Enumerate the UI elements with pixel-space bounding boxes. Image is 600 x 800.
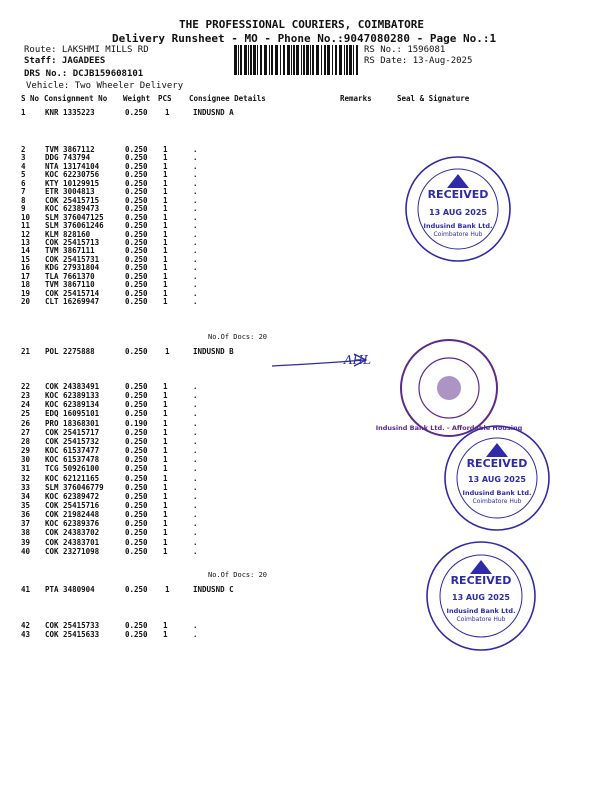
row-consignee-dot: . xyxy=(193,297,198,307)
row-consignee-dot: . xyxy=(193,491,198,501)
row-consignment: KOC 62121165 xyxy=(45,473,100,483)
row-pcs: 1 xyxy=(163,237,168,247)
group-weight: 0.250 xyxy=(125,347,148,356)
row-pcs: 1 xyxy=(163,546,168,556)
row-pcs: 1 xyxy=(163,528,168,538)
svg-text:Indusind Bank Ltd.: Indusind Bank Ltd. xyxy=(446,607,516,615)
col-remarks: Remarks xyxy=(340,94,372,103)
row-consignee-dot: . xyxy=(193,528,198,538)
row-sno: 8 xyxy=(21,195,26,205)
row-consignment: COK 25415713 xyxy=(45,237,100,247)
row-pcs: 1 xyxy=(163,418,168,428)
row-weight: 0.250 xyxy=(125,161,148,171)
row-weight: 0.250 xyxy=(125,391,148,401)
row-sno: 30 xyxy=(21,455,31,465)
svg-text:Coimbatore Hub: Coimbatore Hub xyxy=(433,231,483,238)
row-consignee-dot: . xyxy=(193,263,198,273)
row-sno: 11 xyxy=(21,221,31,231)
group-sno: 21 xyxy=(21,347,31,356)
row-consignment: TLA 7661370 xyxy=(45,271,95,281)
row-consignment: COK 24383491 xyxy=(45,382,100,391)
rs-no-label: RS No.: 1596081 xyxy=(364,45,446,55)
barcode xyxy=(234,45,360,75)
row-weight: 0.250 xyxy=(125,288,148,298)
row-pcs: 1 xyxy=(163,254,168,264)
row-weight: 0.250 xyxy=(125,382,148,391)
row-sno: 14 xyxy=(21,246,31,256)
row-weight: 0.250 xyxy=(125,187,148,197)
runsheet-subtitle: Delivery Runsheet - MO - Phone No.:9047080280 - Page No.:1 xyxy=(112,32,497,45)
row-pcs: 1 xyxy=(163,170,168,180)
row-sno: 16 xyxy=(21,263,31,273)
row-consignee-dot: . xyxy=(193,400,198,410)
row-weight: 0.250 xyxy=(125,153,148,163)
row-consignment: ETR 3004813 xyxy=(45,187,95,197)
row-sno: 15 xyxy=(21,254,31,264)
row-consignment: KDG 27931804 xyxy=(45,263,100,273)
row-pcs: 1 xyxy=(163,400,168,410)
row-weight: 0.250 xyxy=(125,473,148,483)
row-pcs: 1 xyxy=(163,161,168,171)
staff-label: Staff: JAGADEES xyxy=(24,56,106,66)
col-seal: Seal & Signature xyxy=(397,94,470,103)
row-consignment: TVM 3867110 xyxy=(45,280,95,290)
row-sno: 28 xyxy=(21,436,31,446)
row-weight: 0.250 xyxy=(125,621,148,630)
docs-count-b: No.Of Docs: 20 xyxy=(208,571,268,579)
row-weight: 0.250 xyxy=(125,500,148,510)
row-consignee-dot: . xyxy=(193,187,198,197)
row-consignment: KOC 62389376 xyxy=(45,519,100,529)
row-consignee-dot: . xyxy=(193,418,198,428)
row-sno: 39 xyxy=(21,537,31,547)
row-sno: 37 xyxy=(21,519,31,529)
row-weight: 0.250 xyxy=(125,195,148,205)
row-weight: 0.250 xyxy=(125,263,148,273)
row-consignment: TVM 3867112 xyxy=(45,145,95,154)
row-sno: 31 xyxy=(21,464,31,474)
row-sno: 20 xyxy=(21,297,31,307)
row-sno: 4 xyxy=(21,161,26,171)
drs-label: DRS No.: DCJB159608101 xyxy=(24,69,144,79)
row-consignee-dot: . xyxy=(193,153,198,163)
col-consignment: Consignment No xyxy=(44,94,108,103)
row-weight: 0.250 xyxy=(125,297,148,307)
row-consignment: PRO 18368301 xyxy=(45,418,100,428)
row-consignment: COK 25415732 xyxy=(45,436,100,446)
row-weight: 0.250 xyxy=(125,630,148,639)
handwritten-note: AHL xyxy=(344,353,372,367)
row-pcs: 1 xyxy=(163,455,168,465)
row-consignee-dot: . xyxy=(193,621,198,630)
row-weight: 0.250 xyxy=(125,221,148,231)
row-consignment: COK 24383702 xyxy=(45,528,100,538)
row-weight: 0.250 xyxy=(125,237,148,247)
col-consignee: Consignee Details xyxy=(189,94,266,103)
row-consignee-dot: . xyxy=(193,391,198,401)
row-consignment: DDG 743794 xyxy=(45,153,91,163)
svg-text:Indusind Bank Ltd.: Indusind Bank Ltd. xyxy=(462,489,532,497)
svg-text:Coimbatore Hub: Coimbatore Hub xyxy=(472,498,522,505)
row-consignee-dot: . xyxy=(193,212,198,222)
row-pcs: 1 xyxy=(163,212,168,222)
company-title: THE PROFESSIONAL COURIERS, COIMBATORE xyxy=(179,18,425,31)
row-consignee-dot: . xyxy=(193,271,198,281)
row-sno: 5 xyxy=(21,170,26,180)
received-stamp-2 xyxy=(441,419,553,537)
row-consignment: EDQ 16095101 xyxy=(45,409,100,419)
svg-text:13 AUG 2025: 13 AUG 2025 xyxy=(452,593,510,602)
svg-text:13 AUG 2025: 13 AUG 2025 xyxy=(468,475,526,484)
row-consignment: COK 23271098 xyxy=(45,546,100,556)
row-sno: 27 xyxy=(21,427,31,437)
row-pcs: 1 xyxy=(163,537,168,547)
group-consignment: PTA 3480904 xyxy=(45,585,95,594)
row-consignment: CLT 16269947 xyxy=(45,297,100,307)
row-consignee-dot: . xyxy=(193,436,198,446)
row-pcs: 1 xyxy=(163,246,168,256)
row-pcs: 1 xyxy=(163,382,168,391)
row-consignment: KOC 62230756 xyxy=(45,170,100,180)
row-pcs: 1 xyxy=(163,621,168,630)
group-consignment: KNR 1335223 xyxy=(45,108,95,117)
row-consignee-dot: . xyxy=(193,170,198,180)
row-consignee-dot: . xyxy=(193,446,198,456)
row-weight: 0.250 xyxy=(125,510,148,520)
row-consignment: COK 24383701 xyxy=(45,537,100,547)
row-sno: 13 xyxy=(21,237,31,247)
row-pcs: 1 xyxy=(163,178,168,188)
row-weight: 0.250 xyxy=(125,204,148,214)
row-consignee-dot: . xyxy=(193,409,198,419)
row-consignment: KOC 62389134 xyxy=(45,400,100,410)
row-sno: 9 xyxy=(21,204,26,214)
row-consignment: COK 25415714 xyxy=(45,288,100,298)
group-consignment: POL 2275888 xyxy=(45,347,95,356)
row-weight: 0.250 xyxy=(125,491,148,501)
row-pcs: 1 xyxy=(163,409,168,419)
row-sno: 34 xyxy=(21,491,31,501)
group-pcs: 1 xyxy=(165,108,170,117)
group-consignee: INDUSND B xyxy=(193,347,234,356)
row-pcs: 1 xyxy=(163,288,168,298)
row-pcs: 1 xyxy=(163,204,168,214)
row-weight: 0.250 xyxy=(125,178,148,188)
svg-text:RECEIVED: RECEIVED xyxy=(466,457,528,470)
row-consignment: KOC 62389133 xyxy=(45,391,100,401)
row-sno: 26 xyxy=(21,418,31,428)
row-consignment: NTA 13174104 xyxy=(45,161,100,171)
svg-text:Coimbatore Hub: Coimbatore Hub xyxy=(456,616,506,623)
row-consignee-dot: . xyxy=(193,246,198,256)
row-sno: 32 xyxy=(21,473,31,483)
row-consignment: SLM 376047125 xyxy=(45,212,104,222)
row-weight: 0.250 xyxy=(125,229,148,239)
received-stamp-3 xyxy=(423,536,539,656)
row-sno: 36 xyxy=(21,510,31,520)
row-consignee-dot: . xyxy=(193,537,198,547)
row-pcs: 1 xyxy=(163,145,168,154)
row-consignee-dot: . xyxy=(193,229,198,239)
row-weight: 0.250 xyxy=(125,546,148,556)
row-consignee-dot: . xyxy=(193,288,198,298)
row-consignment: COK 25415731 xyxy=(45,254,100,264)
vehicle-label: Vehicle: Two Wheeler Delivery xyxy=(26,81,184,91)
group-pcs: 1 xyxy=(165,585,170,594)
row-consignment: COK 25415733 xyxy=(45,621,100,630)
received-stamp-1 xyxy=(401,150,515,268)
row-sno: 29 xyxy=(21,446,31,456)
row-consignment: COK 25415715 xyxy=(45,195,100,205)
row-sno: 18 xyxy=(21,280,31,290)
row-sno: 6 xyxy=(21,178,26,188)
group-consignee: INDUSND A xyxy=(193,108,234,117)
svg-text:RECEIVED: RECEIVED xyxy=(427,188,489,201)
row-weight: 0.250 xyxy=(125,409,148,419)
docs-count-a: No.Of Docs: 20 xyxy=(208,333,268,341)
row-pcs: 1 xyxy=(163,271,168,281)
row-pcs: 1 xyxy=(163,195,168,205)
row-consignee-dot: . xyxy=(193,482,198,492)
row-weight: 0.250 xyxy=(125,519,148,529)
row-consignee-dot: . xyxy=(193,204,198,214)
row-consignee-dot: . xyxy=(193,500,198,510)
row-weight: 0.250 xyxy=(125,271,148,281)
row-weight: 0.250 xyxy=(125,464,148,474)
row-pcs: 1 xyxy=(163,187,168,197)
row-consignment: KOC 61537477 xyxy=(45,446,100,456)
row-consignee-dot: . xyxy=(193,145,198,154)
row-consignee-dot: . xyxy=(193,473,198,483)
row-pcs: 1 xyxy=(163,500,168,510)
row-consignment: TVM 3867111 xyxy=(45,246,95,256)
col-sno: S No xyxy=(21,94,40,103)
row-sno: 22 xyxy=(21,382,31,391)
row-sno: 23 xyxy=(21,391,31,401)
row-sno: 10 xyxy=(21,212,31,222)
row-consignee-dot: . xyxy=(193,464,198,474)
group-weight: 0.250 xyxy=(125,108,148,117)
row-weight: 0.250 xyxy=(125,145,148,154)
row-sno: 17 xyxy=(21,271,31,281)
svg-text:Indusind Bank Ltd.: Indusind Bank Ltd. xyxy=(423,222,493,230)
group-sno: 1 xyxy=(21,108,26,117)
row-consignee-dot: . xyxy=(193,455,198,465)
row-consignment: TCG 50926100 xyxy=(45,464,100,474)
row-sno: 42 xyxy=(21,621,31,630)
row-weight: 0.250 xyxy=(125,537,148,547)
row-consignee-dot: . xyxy=(193,510,198,520)
row-consignee-dot: . xyxy=(193,254,198,264)
row-consignee-dot: . xyxy=(193,427,198,437)
row-consignment: COK 25415716 xyxy=(45,500,100,510)
row-consignment: COK 25415717 xyxy=(45,427,100,437)
row-pcs: 1 xyxy=(163,263,168,273)
row-consignment: KTY 10129915 xyxy=(45,178,100,188)
row-pcs: 1 xyxy=(163,280,168,290)
row-pcs: 1 xyxy=(163,229,168,239)
row-sno: 43 xyxy=(21,630,31,639)
row-pcs: 1 xyxy=(163,630,168,639)
row-consignment: COK 21982448 xyxy=(45,510,100,520)
group-sno: 41 xyxy=(21,585,31,594)
group-pcs: 1 xyxy=(165,347,170,356)
row-consignment: SLM 376061246 xyxy=(45,221,104,231)
row-weight: 0.250 xyxy=(125,280,148,290)
row-pcs: 1 xyxy=(163,473,168,483)
row-pcs: 1 xyxy=(163,482,168,492)
row-pcs: 1 xyxy=(163,446,168,456)
row-weight: 0.190 xyxy=(125,418,148,428)
row-sno: 3 xyxy=(21,153,26,163)
row-consignee-dot: . xyxy=(193,195,198,205)
row-consignee-dot: . xyxy=(193,221,198,231)
row-pcs: 1 xyxy=(163,297,168,307)
row-pcs: 1 xyxy=(163,153,168,163)
rs-date-label: RS Date: 13-Aug-2025 xyxy=(364,56,473,66)
row-weight: 0.250 xyxy=(125,170,148,180)
row-pcs: 1 xyxy=(163,391,168,401)
row-pcs: 1 xyxy=(163,436,168,446)
row-consignment: KOC 62389473 xyxy=(45,204,100,214)
row-pcs: 1 xyxy=(163,519,168,529)
row-sno: 33 xyxy=(21,482,31,492)
row-weight: 0.250 xyxy=(125,254,148,264)
svg-text:RECEIVED: RECEIVED xyxy=(450,574,512,587)
group-weight: 0.250 xyxy=(125,585,148,594)
row-sno: 7 xyxy=(21,187,26,197)
col-pcs: PCS xyxy=(158,94,172,103)
row-consignee-dot: . xyxy=(193,382,198,391)
row-consignment: SLM 376046779 xyxy=(45,482,104,492)
row-weight: 0.250 xyxy=(125,528,148,538)
row-consignee-dot: . xyxy=(193,237,198,247)
row-weight: 0.250 xyxy=(125,427,148,437)
row-consignee-dot: . xyxy=(193,546,198,556)
svg-text:Indusind Bank Ltd. - Affordabl: Indusind Bank Ltd. - Affordable Housing xyxy=(375,424,523,432)
row-sno: 19 xyxy=(21,288,31,298)
row-consignee-dot: . xyxy=(193,161,198,171)
col-weight: Weight xyxy=(123,94,151,103)
svg-text:13 AUG 2025: 13 AUG 2025 xyxy=(429,208,487,217)
row-pcs: 1 xyxy=(163,427,168,437)
row-consignment: KOC 61537478 xyxy=(45,455,100,465)
row-weight: 0.250 xyxy=(125,446,148,456)
row-consignment: COK 25415633 xyxy=(45,630,100,639)
row-pcs: 1 xyxy=(163,221,168,231)
row-sno: 24 xyxy=(21,400,31,410)
row-weight: 0.250 xyxy=(125,400,148,410)
row-sno: 12 xyxy=(21,229,31,239)
row-sno: 2 xyxy=(21,145,26,154)
row-sno: 25 xyxy=(21,409,31,419)
row-pcs: 1 xyxy=(163,510,168,520)
row-sno: 35 xyxy=(21,500,31,510)
row-sno: 40 xyxy=(21,546,31,556)
row-weight: 0.250 xyxy=(125,436,148,446)
row-consignee-dot: . xyxy=(193,519,198,529)
route-label: Route: LAKSHMI MILLS RD xyxy=(24,45,149,55)
row-consignee-dot: . xyxy=(193,178,198,188)
row-sno: 38 xyxy=(21,528,31,538)
handwritten-arrow xyxy=(270,348,390,378)
row-pcs: 1 xyxy=(163,491,168,501)
row-consignment: KOC 62389472 xyxy=(45,491,100,501)
row-pcs: 1 xyxy=(163,464,168,474)
row-consignment: KLM 828160 xyxy=(45,229,91,239)
group-consignee: INDUSND C xyxy=(193,585,234,594)
row-weight: 0.250 xyxy=(125,246,148,256)
row-consignee-dot: . xyxy=(193,630,198,639)
row-weight: 0.250 xyxy=(125,482,148,492)
row-weight: 0.250 xyxy=(125,212,148,222)
row-consignee-dot: . xyxy=(193,280,198,290)
row-weight: 0.250 xyxy=(125,455,148,465)
